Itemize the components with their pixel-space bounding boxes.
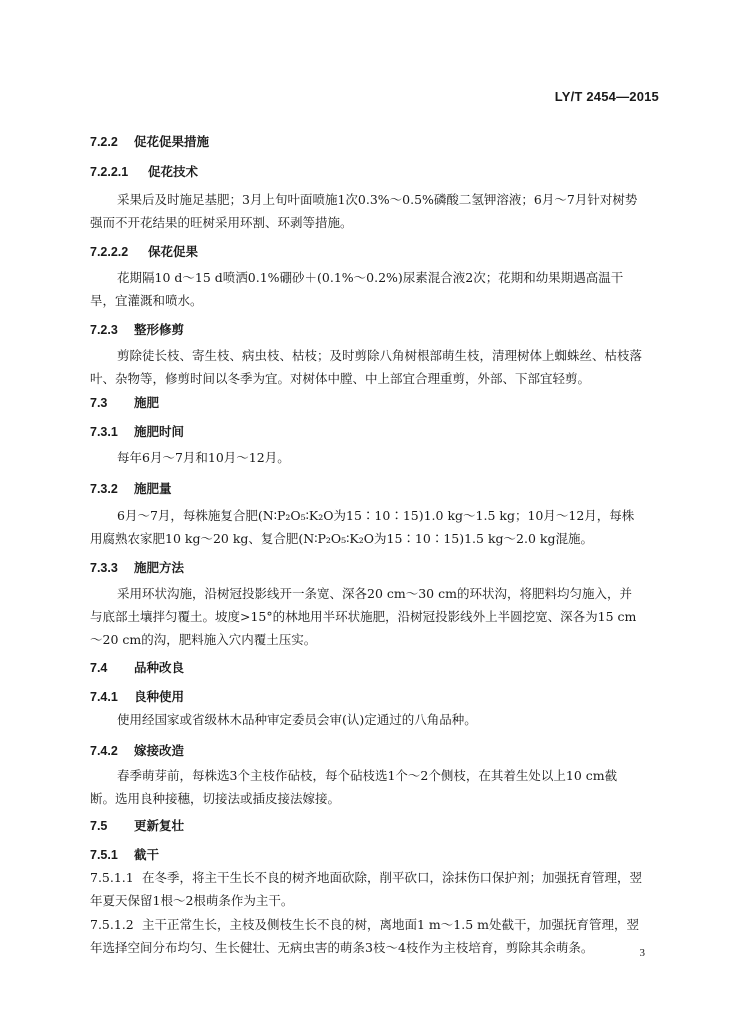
section-heading-7-4-2: 7.4.2 嫁接改造 xyxy=(90,744,185,758)
section-heading-7-3-3: 7.3.3 施肥方法 xyxy=(90,561,185,575)
paragraph-fertilizing-time: 每年6月～7月和10月～12月。 xyxy=(117,450,290,465)
page-number: 3 xyxy=(639,947,645,959)
section-heading-7-3: 7.3 施肥 xyxy=(90,396,160,410)
section-heading-7-2-2-1: 7.2.2.1 促花技术 xyxy=(90,165,199,179)
section-heading-7-3-2: 7.3.2 施肥量 xyxy=(90,482,172,496)
section-heading-7-5-1: 7.5.1 截干 xyxy=(90,848,160,862)
section-heading-7-5: 7.5 更新复壮 xyxy=(90,819,185,833)
paragraph-7-5-1-2: 7.5.1.2 主干正常生长，主枝及侧枝生长不良的树，离地面1 m～1.5 m处截干，加强抚育管理，翌年选择空间分布均匀、生长健壮、无病虫害的萌条3枝～4枝作为主枝培育，剪除其余萌条。 xyxy=(90,917,639,955)
paragraph-flowering-technique: 采果后及时施足基肥；3月上旬叶面喷施1次0.3%～0.5%磷酸二氢钾溶液；6月～7月针对树势强而不开花结果的旺树采用环割、环剥等措施。 xyxy=(90,192,638,230)
paragraph-7-5-1-1: 7.5.1.1 在冬季，将主干生长不良的树齐地面砍除，削平砍口，涂抹伤口保护剂；加强抚育管理，翌年夏天保留1根～2根萌条作为主干。 xyxy=(90,870,643,908)
section-heading-7-4: 7.4 品种改良 xyxy=(90,661,185,675)
paragraph-grafting: 春季萌芽前，每株选3个主枝作砧枝，每个砧枝选1个～2个侧枝，在其着生处以上10 cm截断。选用良种接穗，切接法或插皮接法嫁接。 xyxy=(90,768,618,806)
section-heading-7-2-2-2: 7.2.2.2 保花促果 xyxy=(90,245,199,259)
section-heading-7-2-3: 7.2.3 整形修剪 xyxy=(90,323,185,337)
section-heading-7-2-2: 7.2.2 促花促果措施 xyxy=(90,135,210,149)
paragraph-fertilizer-amount: 6月～7月，每株施复合肥(N∶P₂O₅∶K₂O为15∶10∶15)1.0 kg～1.5 kg；10月～12月，每株用腐熟农家肥10 kg～20 kg、复合肥(N∶P₂O₅∶K₂O为15∶10∶15)1.5 kg～2.0 kg混施。 xyxy=(90,508,635,546)
section-heading-7-4-1: 7.4.1 良种使用 xyxy=(90,690,185,704)
paragraph-variety-use: 使用经国家或省级林木品种审定委员会审(认)定通过的八角品种。 xyxy=(117,712,477,727)
paragraph-fertilizing-method: 采用环状沟施，沿树冠投影线开一条宽、深各20 cm～30 cm的环状沟，将肥料均匀施入，并与底部土壤拌匀覆土。坡度>15°的林地用半环状施肥，沿树冠投影线外上半圆挖宽、深各为15 cm～20 cm的沟，肥料施入穴内覆土压实。 xyxy=(90,586,637,647)
standard-code: LY/T 2454—2015 xyxy=(554,89,659,104)
section-heading-7-3-1: 7.3.1 施肥时间 xyxy=(90,425,185,439)
paragraph-fruit-setting: 花期隔10 d～15 d喷洒0.1%硼砂＋(0.1%～0.2%)尿素混合液2次；花期和幼果期遇高温干旱，宜灌溉和喷水。 xyxy=(90,270,624,308)
paragraph-pruning: 剪除徒长枝、寄生枝、病虫枝、枯枝；及时剪除八角树根部萌生枝，清理树体上蜘蛛丝、枯枝落叶、杂物等，修剪时间以冬季为宜。对树体中膛、中上部宜合理重剪，外部、下部宜轻剪。 xyxy=(90,348,643,386)
